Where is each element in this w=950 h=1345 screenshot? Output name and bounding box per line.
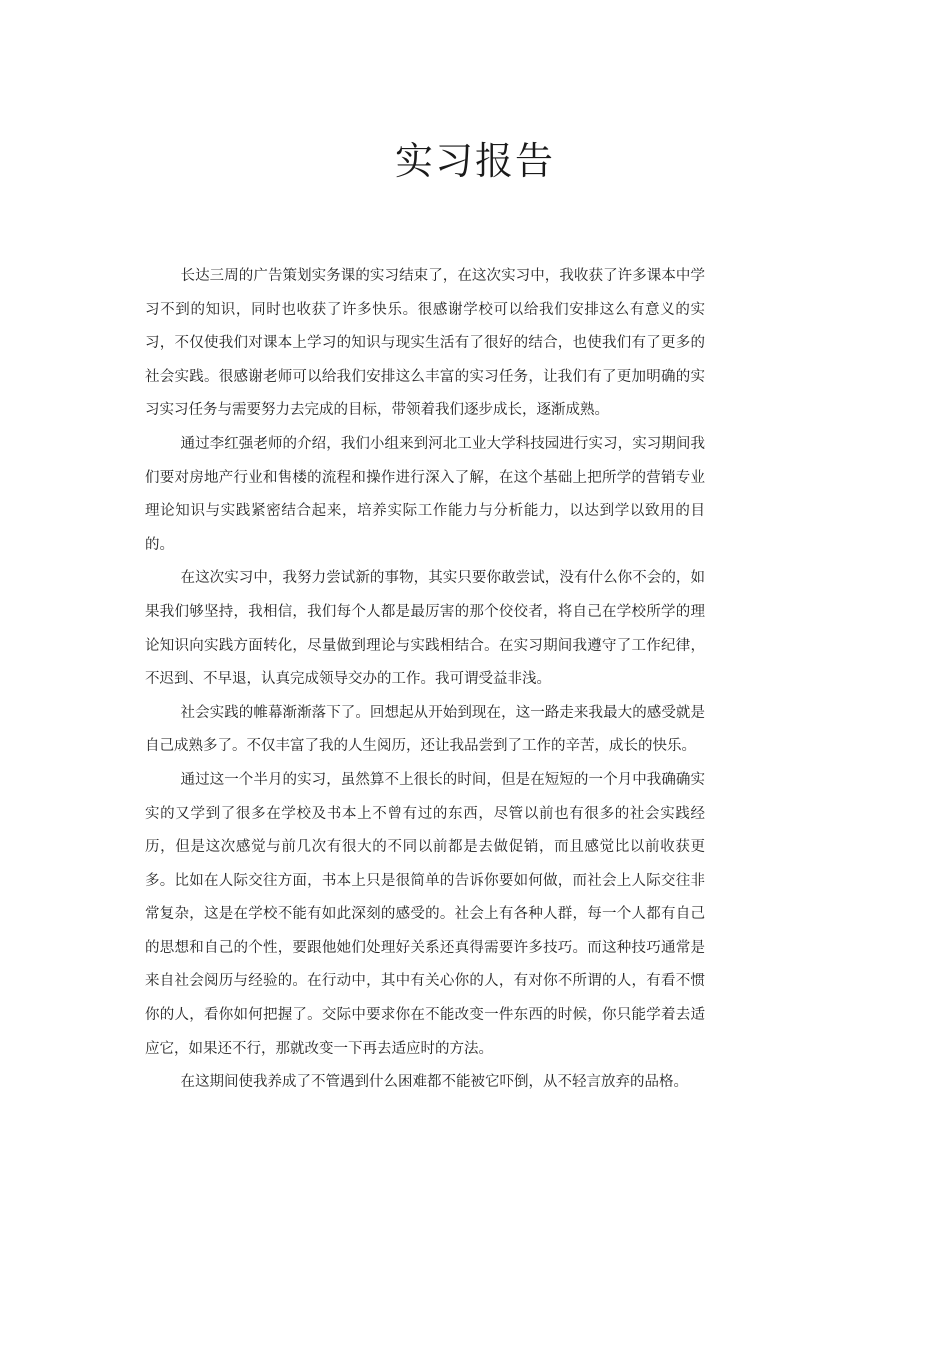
paragraph-6: 在这期间使我养成了不管遇到什么困难都不能被它吓倒，从不轻言放弃的品格。 [180,1074,689,1091]
paragraph-4: 社会实践的帷幕渐渐落下了。回想起从开始到现在，这一路走来我最大的感受就是自己成熟多了。不仅丰富了我的人生阅历，还让我品尝到了工作的辛苦，成长的快乐。 [145,704,705,755]
document-title: 实习报告 [394,139,555,183]
paragraph-3: 在这次实习中，我努力尝试新的事物，其实只要你敢尝试，没有什么你不会的，如果我们够坚持，我相信，我们每个人都是最厉害的那个佼佼者，将自己在学校所学的理论知识向实践方面转化，尽量做到理论与实践相结合。在实习期间我遵守了工作纪律，不迟到、不早退，认真完成领导交办的工作。我可谓受益非浅。 [145,570,705,688]
paragraph-1: 长达三周的广告策划实务课的实习结束了，在这次实习中，我收获了许多课本中学习不到的知识，同时也收获了许多快乐。很感谢学校可以给我们安排这么有意义的实习，不仅使我们对课本上学习的知识与现实生活有了很好的结合，也使我们有了更多的社会实践。很感谢老师可以给我们安排这么丰富的实习任务，让我们有了更加明确的实习实习任务与需要努力去完成的目标，带领着我们逐步成长，逐渐成熟。 [145,268,705,419]
paragraph-2: 通过李红强老师的介绍，我们小组来到河北工业大学科技园进行实习，实习期间我们要对房地产行业和售楼的流程和操作进行深入了解，在这个基础上把所学的营销专业理论知识与实践紧密结合起来，培养实际工作能力与分析能力，以达到学以致用的目的。 [145,435,705,553]
document-body [145,260,705,1100]
paragraph-5: 通过这一个半月的实习，虽然算不上很长的时间，但是在短短的一个月中我确确实实的又学到了很多在学校及书本上不曾有过的东西，尽管以前也有很多的社会实践经历，但是这次感觉与前几次有很大的不同以前都是去做促销，而且感觉比以前收获更多。比如在人际交往方面，书本上只是很简单的告诉你要如何做，而社会上人际交往非常复杂，这是在学校不能有如此深刻的感受的。社会上有各种人群，每一个人都有自己的思想和自己的个性，要跟他她们处理好关系还真得需要许多技巧。而这种技巧通常是来自社会阅历与经验的。在行动中，其中有关心你的人，有对你不所谓的人，有看不惯你的人，看你如何把握了。交际中要求你在不能改变一件东西的时候，你只能学着去适应它，如果还不行，那就改变一下再去适应时的方法。 [145,771,705,1057]
